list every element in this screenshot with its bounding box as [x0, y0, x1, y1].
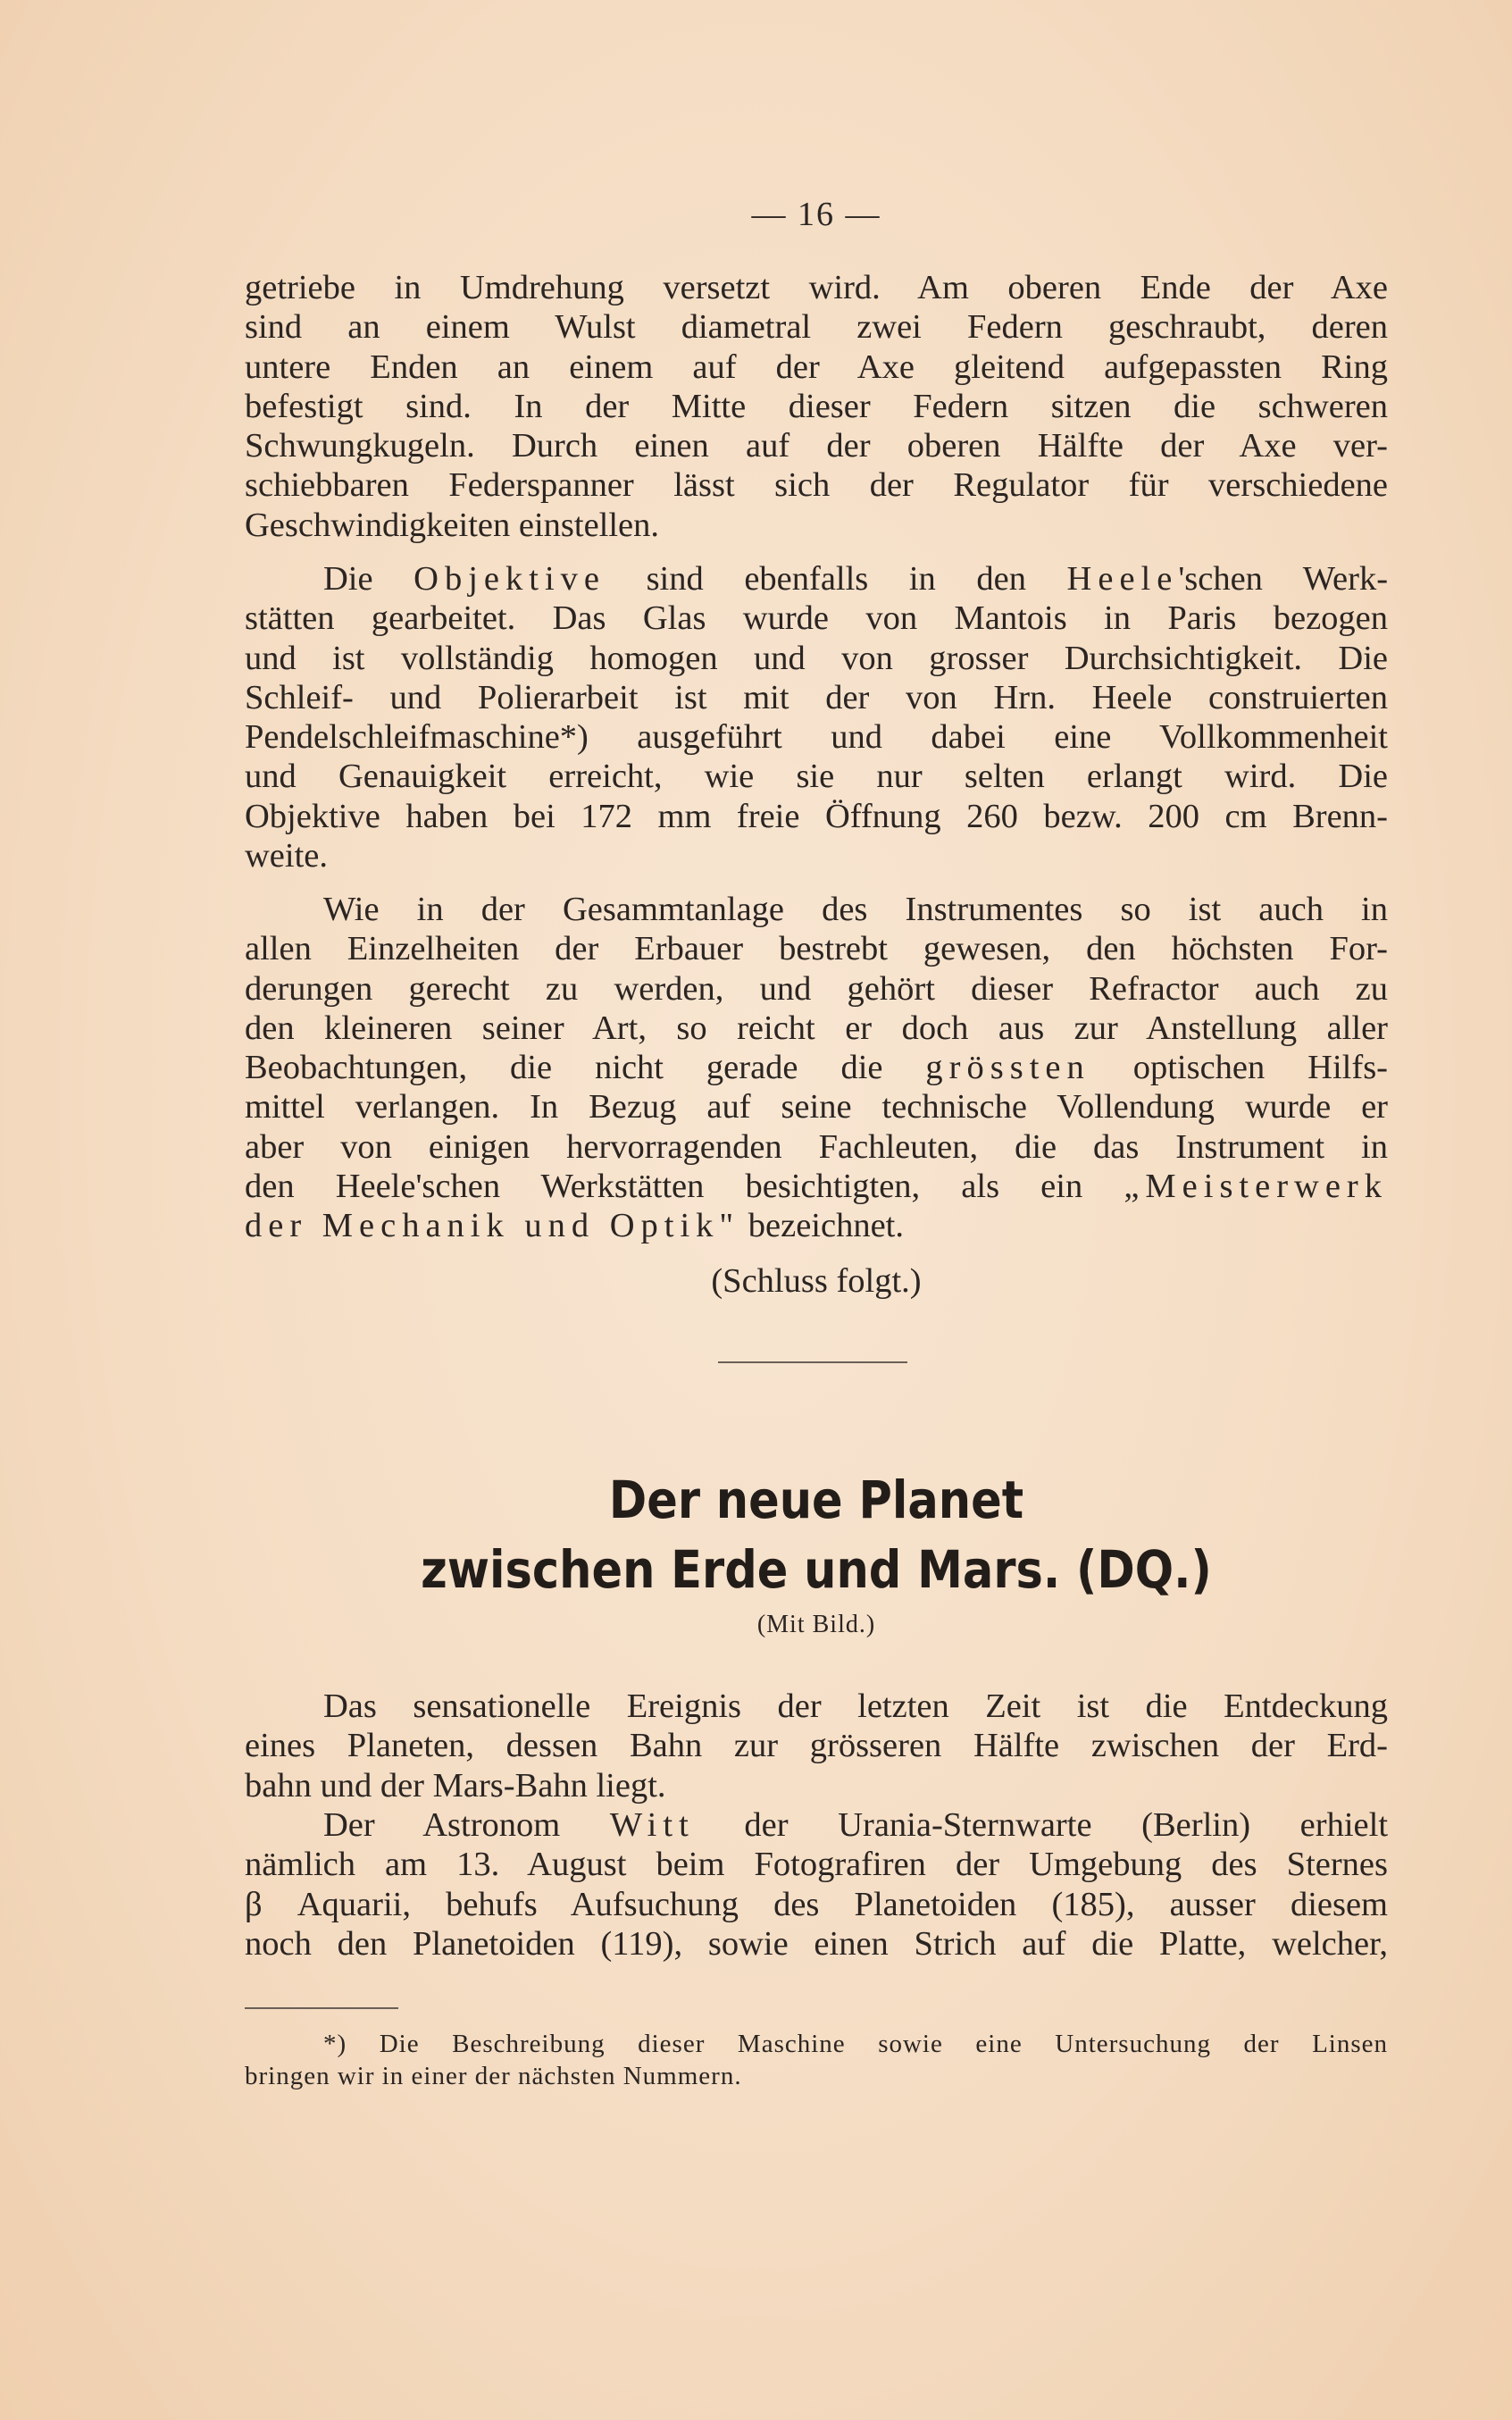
- text-line: sind an einem Wulst diametral zwei Federn geschraubt, deren: [245, 308, 1388, 347]
- text-line: und Genauigkeit erreicht, wie sie nur selten erlangt wird. Die: [245, 758, 1388, 796]
- text-line: derungen gerecht zu werden, und gehört dieser Refractor auch zu: [245, 969, 1388, 1008]
- text-line: Schwungkugeln. Durch einen auf der oberen Hälfte der Axe ver-: [245, 427, 1388, 465]
- spaced-word-groessten: grössten: [925, 1049, 1090, 1087]
- spaced-word-meisterwerk: „Meisterwerk: [1124, 1168, 1388, 1206]
- page-number: — 16 —: [751, 196, 881, 233]
- text-line: [245, 1805, 1388, 1845]
- footnote-line: *) Die Beschreibung dieser Maschine sowie eine Untersuchung der Linsen: [323, 2030, 1388, 2058]
- text-line: Objektive haben bei 172 mm freie Öffnung 260 bezw. 200 cm Brenn-: [245, 797, 1388, 835]
- text-line: stätten gearbeitet. Das Glas wurde von Mantois in Paris bezogen: [245, 599, 1388, 638]
- text-fragment: bezeichnet.: [748, 1207, 904, 1245]
- paragraph-gesammtanlage: [245, 890, 1388, 1246]
- text-line: untere Enden an einem auf der Axe gleitend aufgepassten Ring: [245, 348, 1388, 386]
- text-line: getriebe in Umdrehung versetzt wird. Am oberen Ende der Axe: [245, 269, 1388, 306]
- text-fragment: der Urania-Sternwarte (Berlin) erhielt: [744, 1806, 1389, 1844]
- article-title: [313, 1465, 1319, 1604]
- text-fragment: Die: [323, 560, 373, 598]
- paragraph-continuation: [245, 268, 1388, 545]
- text-fragment: Beobachtungen, die nicht gerade die: [245, 1049, 883, 1087]
- schluss-folgt: (Schluss folgt.): [711, 1262, 922, 1300]
- text-line: aber von einigen hervorragenden Fachleuten, die das Instrument in: [245, 1127, 1388, 1166]
- text-line: Pendelschleifmaschine*) ausgeführt und dabei eine Vollkommenheit: [245, 718, 1388, 757]
- text-line: Das sensationelle Ereignis der letzten Zeit ist die Entdeckung: [323, 1687, 1388, 1725]
- text-line: schiebbaren Federspanner lässt sich der Regulator für verschiedene: [245, 466, 1388, 505]
- text-line: bahn und der Mars-Bahn liegt.: [245, 1766, 666, 1805]
- article-title-line: zwischen Erde und Mars. (DQ.): [421, 1539, 1212, 1600]
- footnote-line: bringen wir in einer der nächsten Nummern.: [245, 2062, 742, 2090]
- text-line: mittel verlangen. In Bezug auf seine technische Vollendung wurde er: [245, 1088, 1388, 1126]
- spaced-word-witt: Witt: [609, 1806, 695, 1844]
- text-line: noch den Planetoiden (119), sowie einen Strich auf die Platte, welcher,: [245, 1924, 1388, 1963]
- text-fragment: den Heele'schen Werkstätten besichtigten, als ein: [245, 1168, 1083, 1206]
- section-divider: [718, 1361, 907, 1363]
- paragraph-objektive: [245, 559, 1388, 875]
- article-title-line: Der neue Planet: [608, 1470, 1024, 1530]
- text-fragment: Der Astronom: [323, 1806, 561, 1844]
- text-line: eines Planeten, dessen Bahn zur grösseren Hälfte zwischen der Erd-: [245, 1727, 1388, 1765]
- text-fragment: optischen Hilfs-: [1132, 1049, 1388, 1087]
- article-paragraph-1: [245, 1687, 1388, 1805]
- text-line: [245, 1167, 1388, 1206]
- footnote: [245, 2028, 1388, 2092]
- text-line: befestigt sind. In der Mitte dieser Federn sitzen die schweren: [245, 387, 1388, 425]
- text-line: allen Einzelheiten der Erbauer bestrebt gewesen, den höchsten For-: [245, 930, 1388, 968]
- text-line: und ist vollständig homogen und von grosser Durchsichtigkeit. Die: [245, 639, 1388, 677]
- text-line: Geschwindigkeiten einstellen.: [245, 506, 660, 544]
- text-fragment: sind ebenfalls in den: [646, 560, 1026, 598]
- text-line: [245, 559, 1388, 599]
- text-line: β Aquarii, behufs Aufsuchung des Planetoiden (185), ausser diesem: [245, 1885, 1388, 1923]
- text-line: [245, 1206, 1388, 1245]
- article-subtitle: (Mit Bild.): [756, 1611, 876, 1638]
- text-line: weite.: [245, 837, 328, 875]
- text-fragment: 'schen Werk-: [1178, 560, 1389, 598]
- text-line: den kleineren seiner Art, so reicht er doch aus zur Anstellung aller: [245, 1009, 1388, 1047]
- spaced-phrase-mechanik-optik: der Mechanik und Optik": [245, 1207, 740, 1245]
- article-paragraph-2: [245, 1805, 1388, 1964]
- text-line: Wie in der Gesammtanlage des Instrumentes so ist auch in: [323, 891, 1388, 928]
- spaced-word-objektive: Objektive: [414, 560, 606, 598]
- text-line: [245, 1048, 1388, 1087]
- text-line: Schleif- und Polierarbeit ist mit der von Hrn. Heele construierten: [245, 678, 1388, 716]
- spaced-word-heele: Heele: [1066, 560, 1179, 598]
- footnote-divider: [245, 2007, 398, 2009]
- text-line: nämlich am 13. August beim Fotografiren der Umgebung des Sternes: [245, 1846, 1388, 1884]
